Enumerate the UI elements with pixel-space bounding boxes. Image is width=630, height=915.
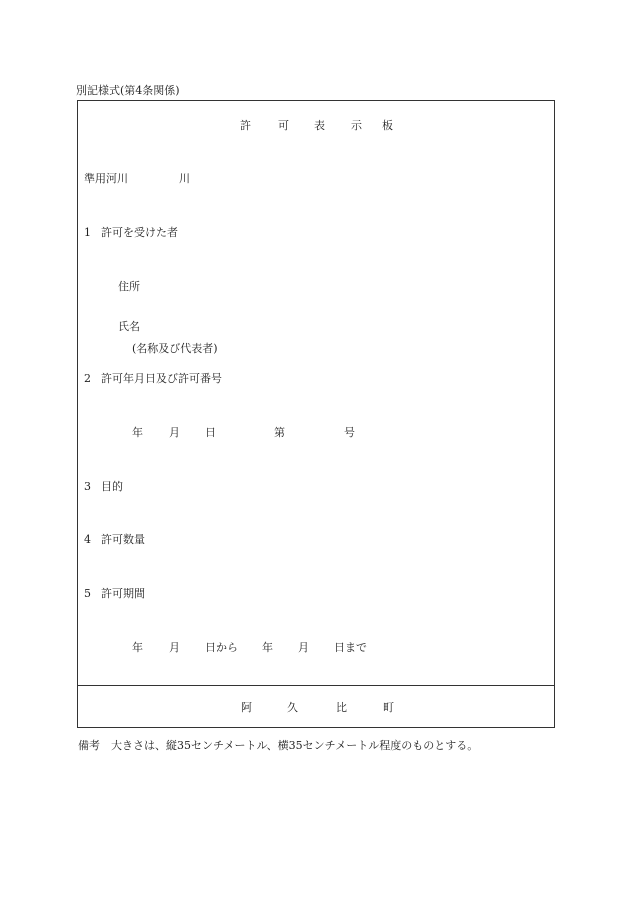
title-char: 可 bbox=[278, 119, 289, 132]
date-day: 日 bbox=[205, 426, 216, 439]
period-start-month: 月 bbox=[169, 641, 180, 654]
section4-label: 許可数量 bbox=[101, 533, 145, 546]
board-divider bbox=[78, 685, 554, 686]
number-prefix: 第 bbox=[274, 426, 285, 439]
period-end-month: 月 bbox=[298, 641, 309, 654]
section2-label: 許可年月日及び許可番号 bbox=[101, 372, 222, 385]
river-suffix: 川 bbox=[179, 172, 190, 185]
title-char: 示 bbox=[351, 119, 362, 132]
number-suffix: 号 bbox=[344, 426, 355, 439]
period-start-year: 年 bbox=[132, 641, 143, 654]
section4-number: 4 bbox=[84, 533, 91, 546]
title-char: 板 bbox=[382, 119, 393, 132]
title-char: 表 bbox=[314, 119, 325, 132]
period-end-year: 年 bbox=[262, 641, 273, 654]
period-start-day: 日から bbox=[205, 641, 238, 654]
town-char: 町 bbox=[383, 701, 394, 714]
permit-display-board bbox=[77, 100, 555, 728]
town-char: 比 bbox=[336, 701, 347, 714]
period-end-day: 日まで bbox=[334, 641, 367, 654]
date-month: 月 bbox=[169, 426, 180, 439]
name-note: (名称及び代表者) bbox=[132, 342, 218, 355]
town-char: 久 bbox=[287, 701, 298, 714]
title-char: 許 bbox=[240, 119, 251, 132]
town-char: 阿 bbox=[241, 701, 252, 714]
section2-number: 2 bbox=[84, 372, 91, 385]
address-label: 住所 bbox=[118, 280, 140, 293]
section5-label: 許可期間 bbox=[101, 587, 145, 600]
section3-number: 3 bbox=[84, 480, 91, 493]
river-label: 準用河川 bbox=[84, 172, 128, 185]
section1-number: 1 bbox=[84, 226, 91, 239]
section5-number: 5 bbox=[84, 587, 91, 600]
date-year: 年 bbox=[132, 426, 143, 439]
name-label: 氏名 bbox=[118, 320, 140, 333]
size-note: 備考 大きさは、縦35センチメートル、横35センチメートル程度のものとする。 bbox=[78, 739, 479, 752]
form-caption: 別記様式(第4条関係) bbox=[76, 84, 180, 97]
section1-label: 許可を受けた者 bbox=[101, 226, 178, 239]
section3-label: 目的 bbox=[101, 480, 123, 493]
